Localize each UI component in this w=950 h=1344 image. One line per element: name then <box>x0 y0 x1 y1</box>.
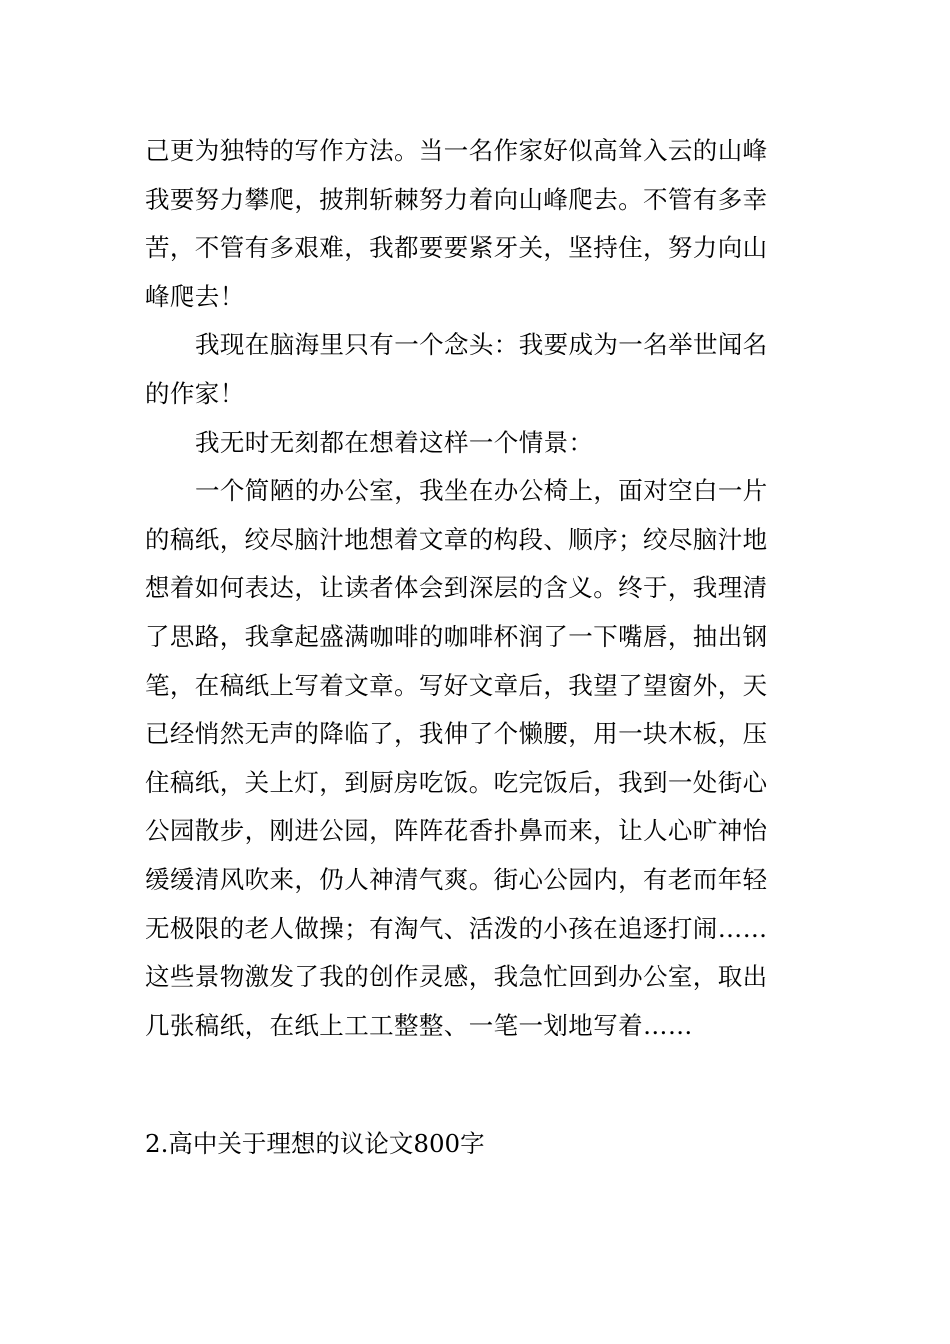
text-line: 缓缓清风吹来，仍人神清气爽。街心公园内，有老而年轻 <box>145 864 768 894</box>
section-heading: 2.高中关于理想的议论文800字 <box>145 1129 485 1158</box>
text-line: 我要努力攀爬，披荆斩棘努力着向山峰爬去。不管有多幸 <box>145 184 768 214</box>
text-line: 一个简陋的办公室，我坐在办公椅上，面对空白一片 <box>195 476 768 506</box>
text-line: 了思路，我拿起盛满咖啡的咖啡杯润了一下嘴唇，抽出钢 <box>145 621 768 651</box>
paragraph <box>145 321 811 418</box>
text-line: 笔，在稿纸上写着文章。写好文章后，我望了望窗外，天 <box>145 670 768 700</box>
text-line: 峰爬去！ <box>145 281 245 311</box>
text-line: 已经悄然无声的降临了，我伸了个懒腰，用一块木板，压 <box>145 719 768 749</box>
paragraph <box>145 127 811 321</box>
text-line: 几张稿纸，在纸上工工整整、一笔一划地写着…… <box>145 1010 693 1040</box>
text-line: 己更为独特的写作方法。当一名作家好似高耸入云的山峰 <box>145 136 768 165</box>
text-line: 我现在脑海里只有一个念头：我要成为一名举世闻名 <box>195 330 768 360</box>
text-line: 无极限的老人做操；有淘气、活泼的小孩在追逐打闹…… <box>145 913 768 943</box>
text-line: 公园散步，刚进公园，阵阵花香扑鼻而来，让人心旷神怡 <box>145 816 768 846</box>
text-line: 这些景物激发了我的创作灵感，我急忙回到办公室，取出 <box>145 962 768 992</box>
body-text <box>145 127 811 1050</box>
text-line: 想着如何表达，让读者体会到深层的含义。终于，我理清 <box>145 573 768 603</box>
text-line: 的作家！ <box>145 378 245 408</box>
text-line: 的稿纸，绞尽脑汁地想着文章的构段、顺序；绞尽脑汁地 <box>145 524 768 554</box>
paragraph <box>145 419 811 468</box>
paragraph <box>145 467 811 1050</box>
text-line: 我无时无刻都在想着这样一个情景： <box>195 427 594 457</box>
text-line: 住稿纸，关上灯，到厨房吃饭。吃完饭后，我到一处街心 <box>145 767 768 797</box>
text-line: 苦，不管有多艰难，我都要要紧牙关，坚持住，努力向山 <box>145 233 768 263</box>
